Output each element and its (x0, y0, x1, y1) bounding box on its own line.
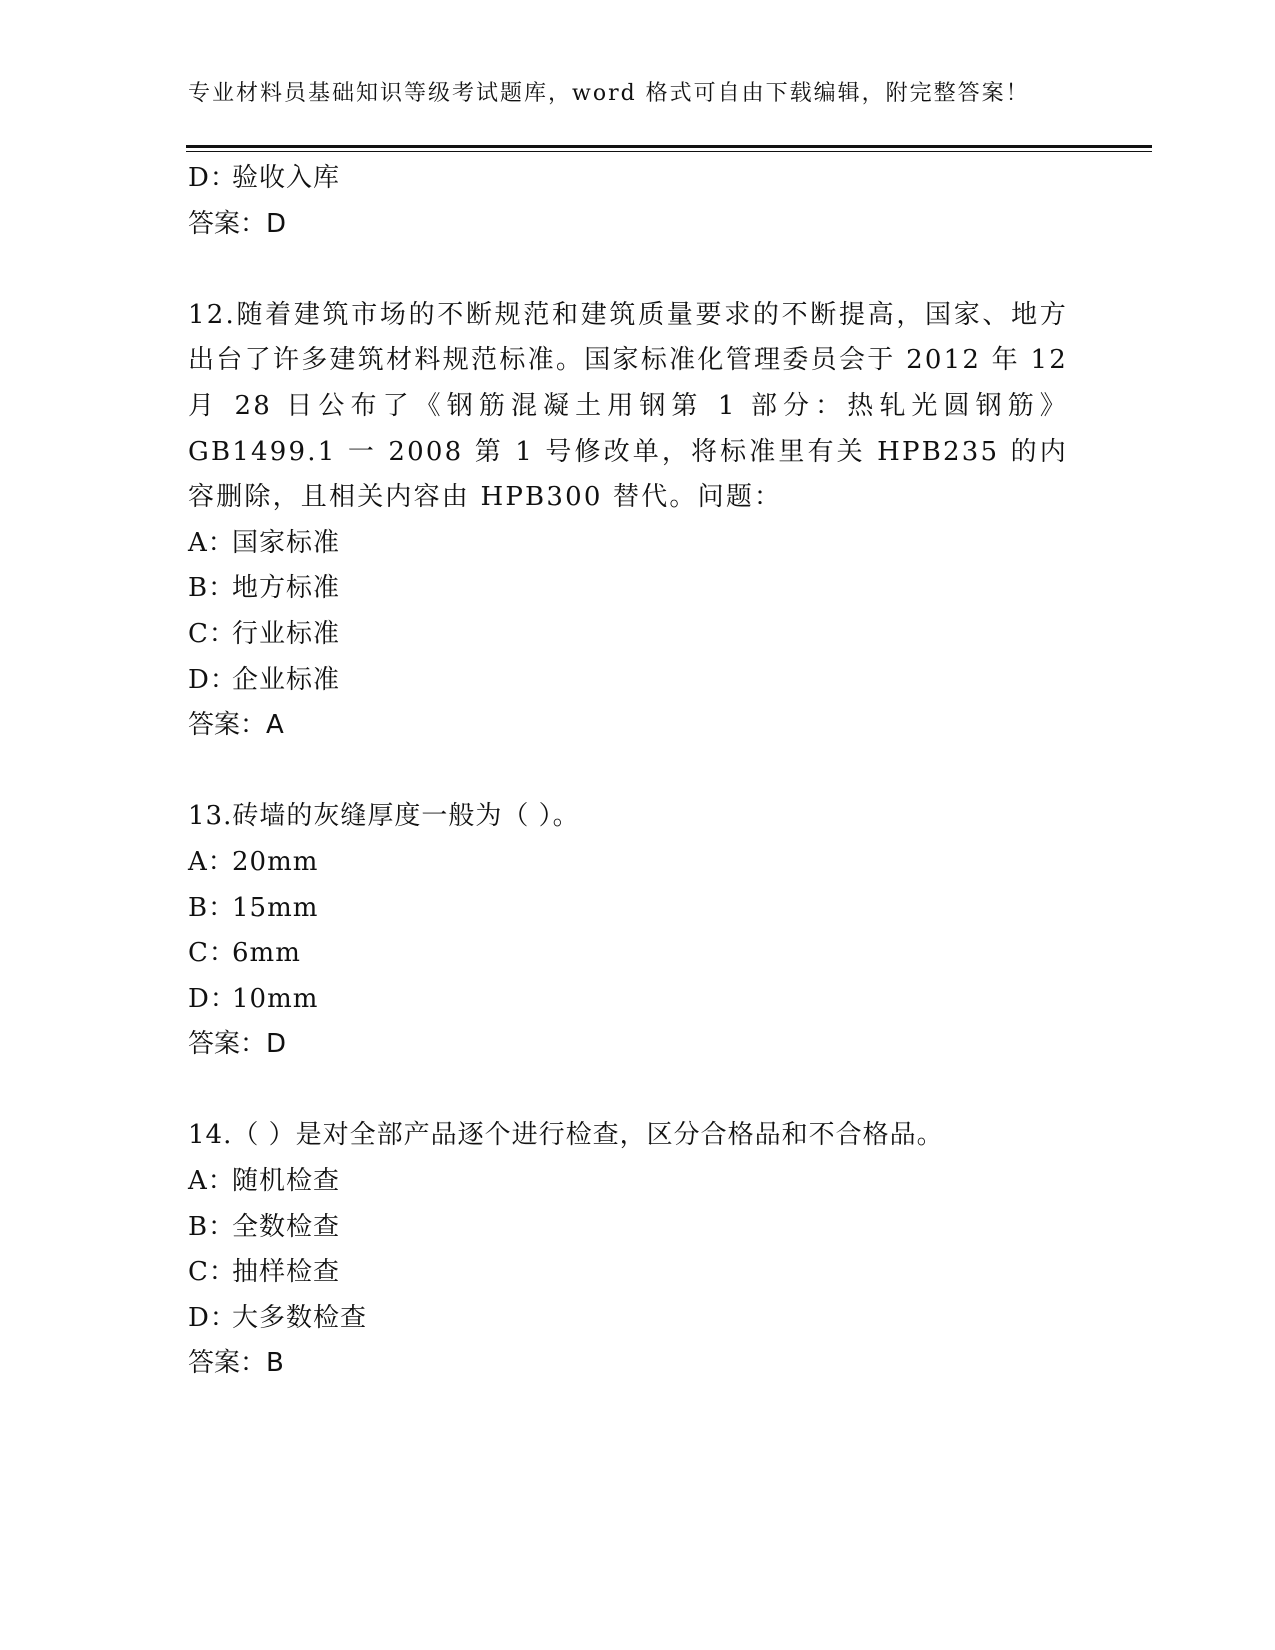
option-b (188, 566, 1088, 612)
question-content (188, 156, 1088, 1387)
option-text: 6mm (232, 938, 301, 969)
option-label: C： (188, 618, 236, 649)
option-label: A： (188, 527, 235, 558)
option-text: 大多数检查 (232, 1302, 368, 1333)
option-label: A： (188, 846, 235, 877)
option-d (188, 156, 1088, 202)
option-text: 企业标准 (232, 664, 341, 695)
header-rule-thick (186, 145, 1152, 148)
option-text: 全数检查 (232, 1211, 341, 1242)
option-c (188, 1250, 1088, 1296)
option-text: 地方标准 (232, 573, 341, 604)
answer-line: 答案：A (188, 710, 284, 741)
question-13-stem: 13.砖墙的灰缝厚度一般为（ ）。 (188, 801, 580, 832)
option-a (188, 840, 1088, 886)
option-label: B： (188, 892, 236, 923)
option-label: D： (188, 163, 237, 193)
option-text: 随机检查 (232, 1166, 341, 1197)
option-d (188, 658, 1088, 704)
answer-line: 答案：D (188, 208, 287, 239)
option-a (188, 521, 1088, 567)
option-text: 行业标准 (232, 618, 341, 649)
option-d (188, 977, 1088, 1023)
answer-line: 答案：B (188, 1348, 284, 1379)
document-header: 专业材料员基础知识等级考试题库，word 格式可自由下载编辑，附完整答案！ (188, 81, 1030, 106)
question-14-stem: 14.（ ）是对全部产品逐个进行检查，区分合格品和不合格品。 (188, 1120, 944, 1151)
option-text: 10mm (232, 983, 319, 1014)
option-text: 验收入库 (232, 163, 341, 193)
option-label: B： (188, 573, 236, 604)
option-b (188, 1205, 1088, 1251)
option-text: 抽样检查 (232, 1257, 341, 1288)
option-b (188, 886, 1088, 932)
option-text: 15mm (232, 892, 319, 923)
option-c (188, 612, 1088, 658)
option-text: 20mm (232, 846, 319, 877)
option-label: A： (188, 1166, 235, 1197)
answer-line: 答案：D (188, 1029, 287, 1060)
option-label: C： (188, 938, 236, 969)
option-d (188, 1296, 1088, 1342)
option-a (188, 1159, 1088, 1205)
option-text: 国家标准 (232, 527, 341, 558)
option-label: D： (188, 664, 237, 695)
question-12-stem: 12.随着建筑市场的不断规范和建筑质量要求的不断提高，国家、地方出台了许多建筑材料规范标准。国家标准化管理委员会于 2012 年 12 月 28 日公布了《钢筋混凝土用钢第 1 部分：热轧光圆钢筋》GB1499.1 一 2008 第 1 号修改单，将标准里有关 HPB235 的内容删除，且相关内容由 HPB300 替代。问题： (188, 299, 1068, 513)
option-label: B： (188, 1211, 236, 1242)
option-c (188, 931, 1088, 977)
option-label: D： (188, 1302, 237, 1333)
option-label: D： (188, 983, 237, 1014)
option-label: C： (188, 1257, 236, 1288)
header-rule-thin (186, 151, 1152, 152)
